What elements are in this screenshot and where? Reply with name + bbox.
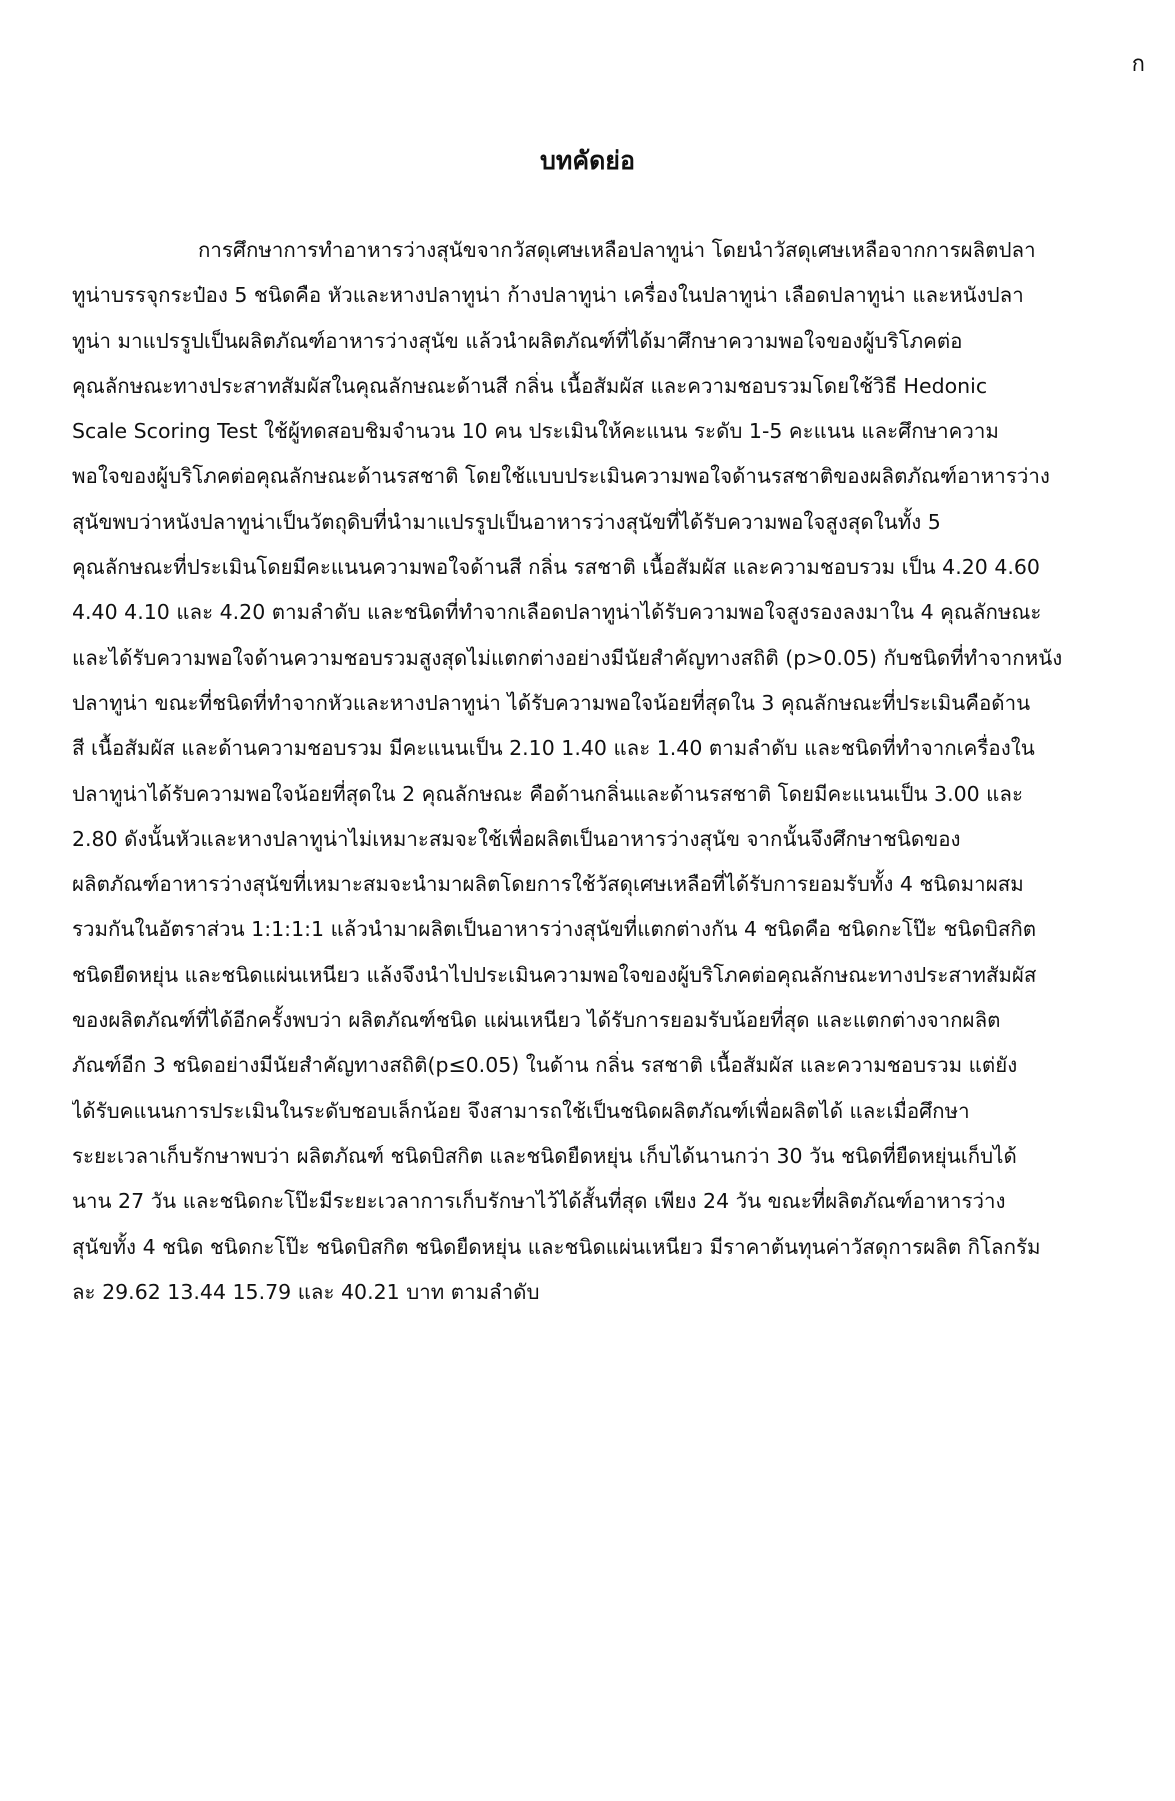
abstract-line: สุนัขทั้ง 4 ชนิด ชนิดกะโป๊ะ ชนิดบิสกิต ชนิดยืดหยุ่น และชนิดแผ่นเหนียว มีราคาต้นทุนค่าวัสดุการผลิต กิโลกรัม bbox=[72, 1234, 1041, 1259]
abstract-line: ได้รับคแนนการประเมินในระดับชอบเล็กน้อย จึงสามารถใช้เป็นชนิดผลิตภัณฑ์เพื่อผลิตได้ และเมื่อศึกษา bbox=[72, 1098, 970, 1123]
abstract-line: 2.80 ดังนั้นหัวและหางปลาทูน่าไม่เหมาะสมจะใช้เพื่อผลิตเป็นอาหารว่างสุนัข จากนั้นจึงศึกษาชนิดของ bbox=[72, 826, 961, 851]
abstract-line: รวมกันในอัตราส่วน 1:1:1:1 แล้วนำมาผลิตเป็นอาหารว่างสุนัขที่แตกต่างกัน 4 ชนิดคือ ชนิดกะโป๊ะ ชนิดบิสกิต bbox=[72, 917, 1037, 942]
abstract-line: ละ 29.62 13.44 15.79 และ 40.21 บาท ตามลำดับ bbox=[72, 1279, 540, 1304]
abstract-body bbox=[72, 228, 1082, 1315]
abstract-line: 4.40 4.10 และ 4.20 ตามลำดับ และชนิดที่ทำจากเลือดปลาทูน่าได้รับความพอใจสูงรองลงมาใน 4 คุณลักษณะ bbox=[72, 600, 1042, 625]
abstract-line: ของผลิตภัณฑ์ที่ได้อีกครั้งพบว่า ผลิตภัณฑ์ชนิด แผ่นเหนียว ได้รับการยอมรับน้อยที่สุด และแตกต่างจากผลิต bbox=[72, 1008, 1001, 1033]
abstract-line: พอใจของผู้บริโภคต่อคุณลักษณะด้านรสชาติ โดยใช้แบบประเมินความพอใจด้านรสชาติของผลิตภัณฑ์อาหารว่าง bbox=[72, 464, 1050, 489]
abstract-line: การศึกษาการทำอาหารว่างสุนัขจากวัสดุเศษเหลือปลาทูน่า โดยนำวัสดุเศษเหลือจากการผลิตปลา bbox=[198, 238, 1036, 262]
abstract-line: ปลาทูน่า ขณะที่ชนิดที่ทำจากหัวและหางปลาทูน่า ได้รับความพอใจน้อยที่สุดใน 3 คุณลักษณะที่ประเมินคือด้าน bbox=[72, 690, 1031, 715]
abstract-line: ทูน่าบรรจุกระป๋อง 5 ชนิดคือ หัวและหางปลาทูน่า ก้างปลาทูน่า เครื่องในปลาทูน่า เลือดปลาทูน่า และหนังปลา bbox=[72, 283, 1024, 308]
abstract-line: คุณลักษณะที่ประเมินโดยมีคะแนนความพอใจด้านสี กลิ่น รสชาติ เนื้อสัมผัส และความชอบรวม เป็น 4.20 4.60 bbox=[72, 555, 1040, 580]
abstract-line: สุนัขพบว่าหนังปลาทูน่าเป็นวัตถุดิบที่นำมาแปรรูปเป็นอาหารว่างสุนัขที่ได้รับความพอใจสูงสุดในทั้ง 5 bbox=[72, 509, 941, 534]
page-number: ก bbox=[1131, 52, 1145, 77]
abstract-line: และได้รับความพอใจด้านความชอบรวมสูงสุดไม่แตกต่างอย่างมีนัยสำคัญทางสถิติ (p>0.05) กับชนิดที่ทำจากหนัง bbox=[72, 645, 1063, 670]
abstract-line: ระยะเวลาเก็บรักษาพบว่า ผลิตภัณฑ์ ชนิดบิสกิต และชนิดยืดหยุ่น เก็บได้นานกว่า 30 วัน ชนิดที่ยืดหยุ่นเก็บได้ bbox=[72, 1143, 1017, 1168]
abstract-line: คุณลักษณะทางประสาทสัมผัสในคุณลักษณะด้านสี กลิ่น เนื้อสัมผัส และความชอบรวมโดยใช้วิธี Hedonic bbox=[72, 373, 988, 398]
abstract-line: ปลาทูน่าได้รับความพอใจน้อยที่สุดใน 2 คุณลักษณะ คือด้านกลิ่นและด้านรสชาติ โดยมีคะแนนเป็น 3.00 และ bbox=[72, 781, 1023, 806]
abstract-line: ภัณฑ์อีก 3 ชนิดอย่างมีนัยสำคัญทางสถิติ(p≤0.05) ในด้าน กลิ่น รสชาติ เนื้อสัมผัส และความชอบรวม แต่ยัง bbox=[72, 1053, 1018, 1078]
abstract-line: สี เนื้อสัมผัส และด้านความชอบรวม มีคะแนนเป็น 2.10 1.40 และ 1.40 ตามลำดับ และชนิดที่ทำจากเครื่องใน bbox=[72, 736, 1035, 761]
abstract-heading: บทคัดย่อ bbox=[540, 146, 635, 175]
abstract-line: ผลิตภัณฑ์อาหารว่างสุนัขที่เหมาะสมจะนำมาผลิตโดยการใช้วัสดุเศษเหลือที่ได้รับการยอมรับทั้ง 4 ชนิดมาผสม bbox=[72, 872, 1024, 897]
abstract-line: นาน 27 วัน และชนิดกะโป๊ะมีระยะเวลาการเก็บรักษาไว้ได้สั้นที่สุด เพียง 24 วัน ขณะที่ผลิตภัณฑ์อาหารว่าง bbox=[72, 1189, 1006, 1214]
abstract-line: ทูน่า มาแปรรูปเป็นผลิตภัณฑ์อาหารว่างสุนัข แล้วนำผลิตภัณฑ์ที่ได้มาศึกษาความพอใจของผู้บริโภคต่อ bbox=[72, 328, 963, 353]
abstract-line: ชนิดยืดหยุ่น และชนิดแผ่นเหนียว แล้งจึงนำไปประเมินความพอใจของผู้บริโภคต่อคุณลักษณะทางประสาทสัมผัส bbox=[72, 962, 1037, 987]
abstract-line: Scale Scoring Test ใช้ผู้ทดสอบชิมจำนวน 10 คน ประเมินให้คะแนน ระดับ 1-5 คะแนน และศึกษาความ bbox=[72, 419, 999, 444]
